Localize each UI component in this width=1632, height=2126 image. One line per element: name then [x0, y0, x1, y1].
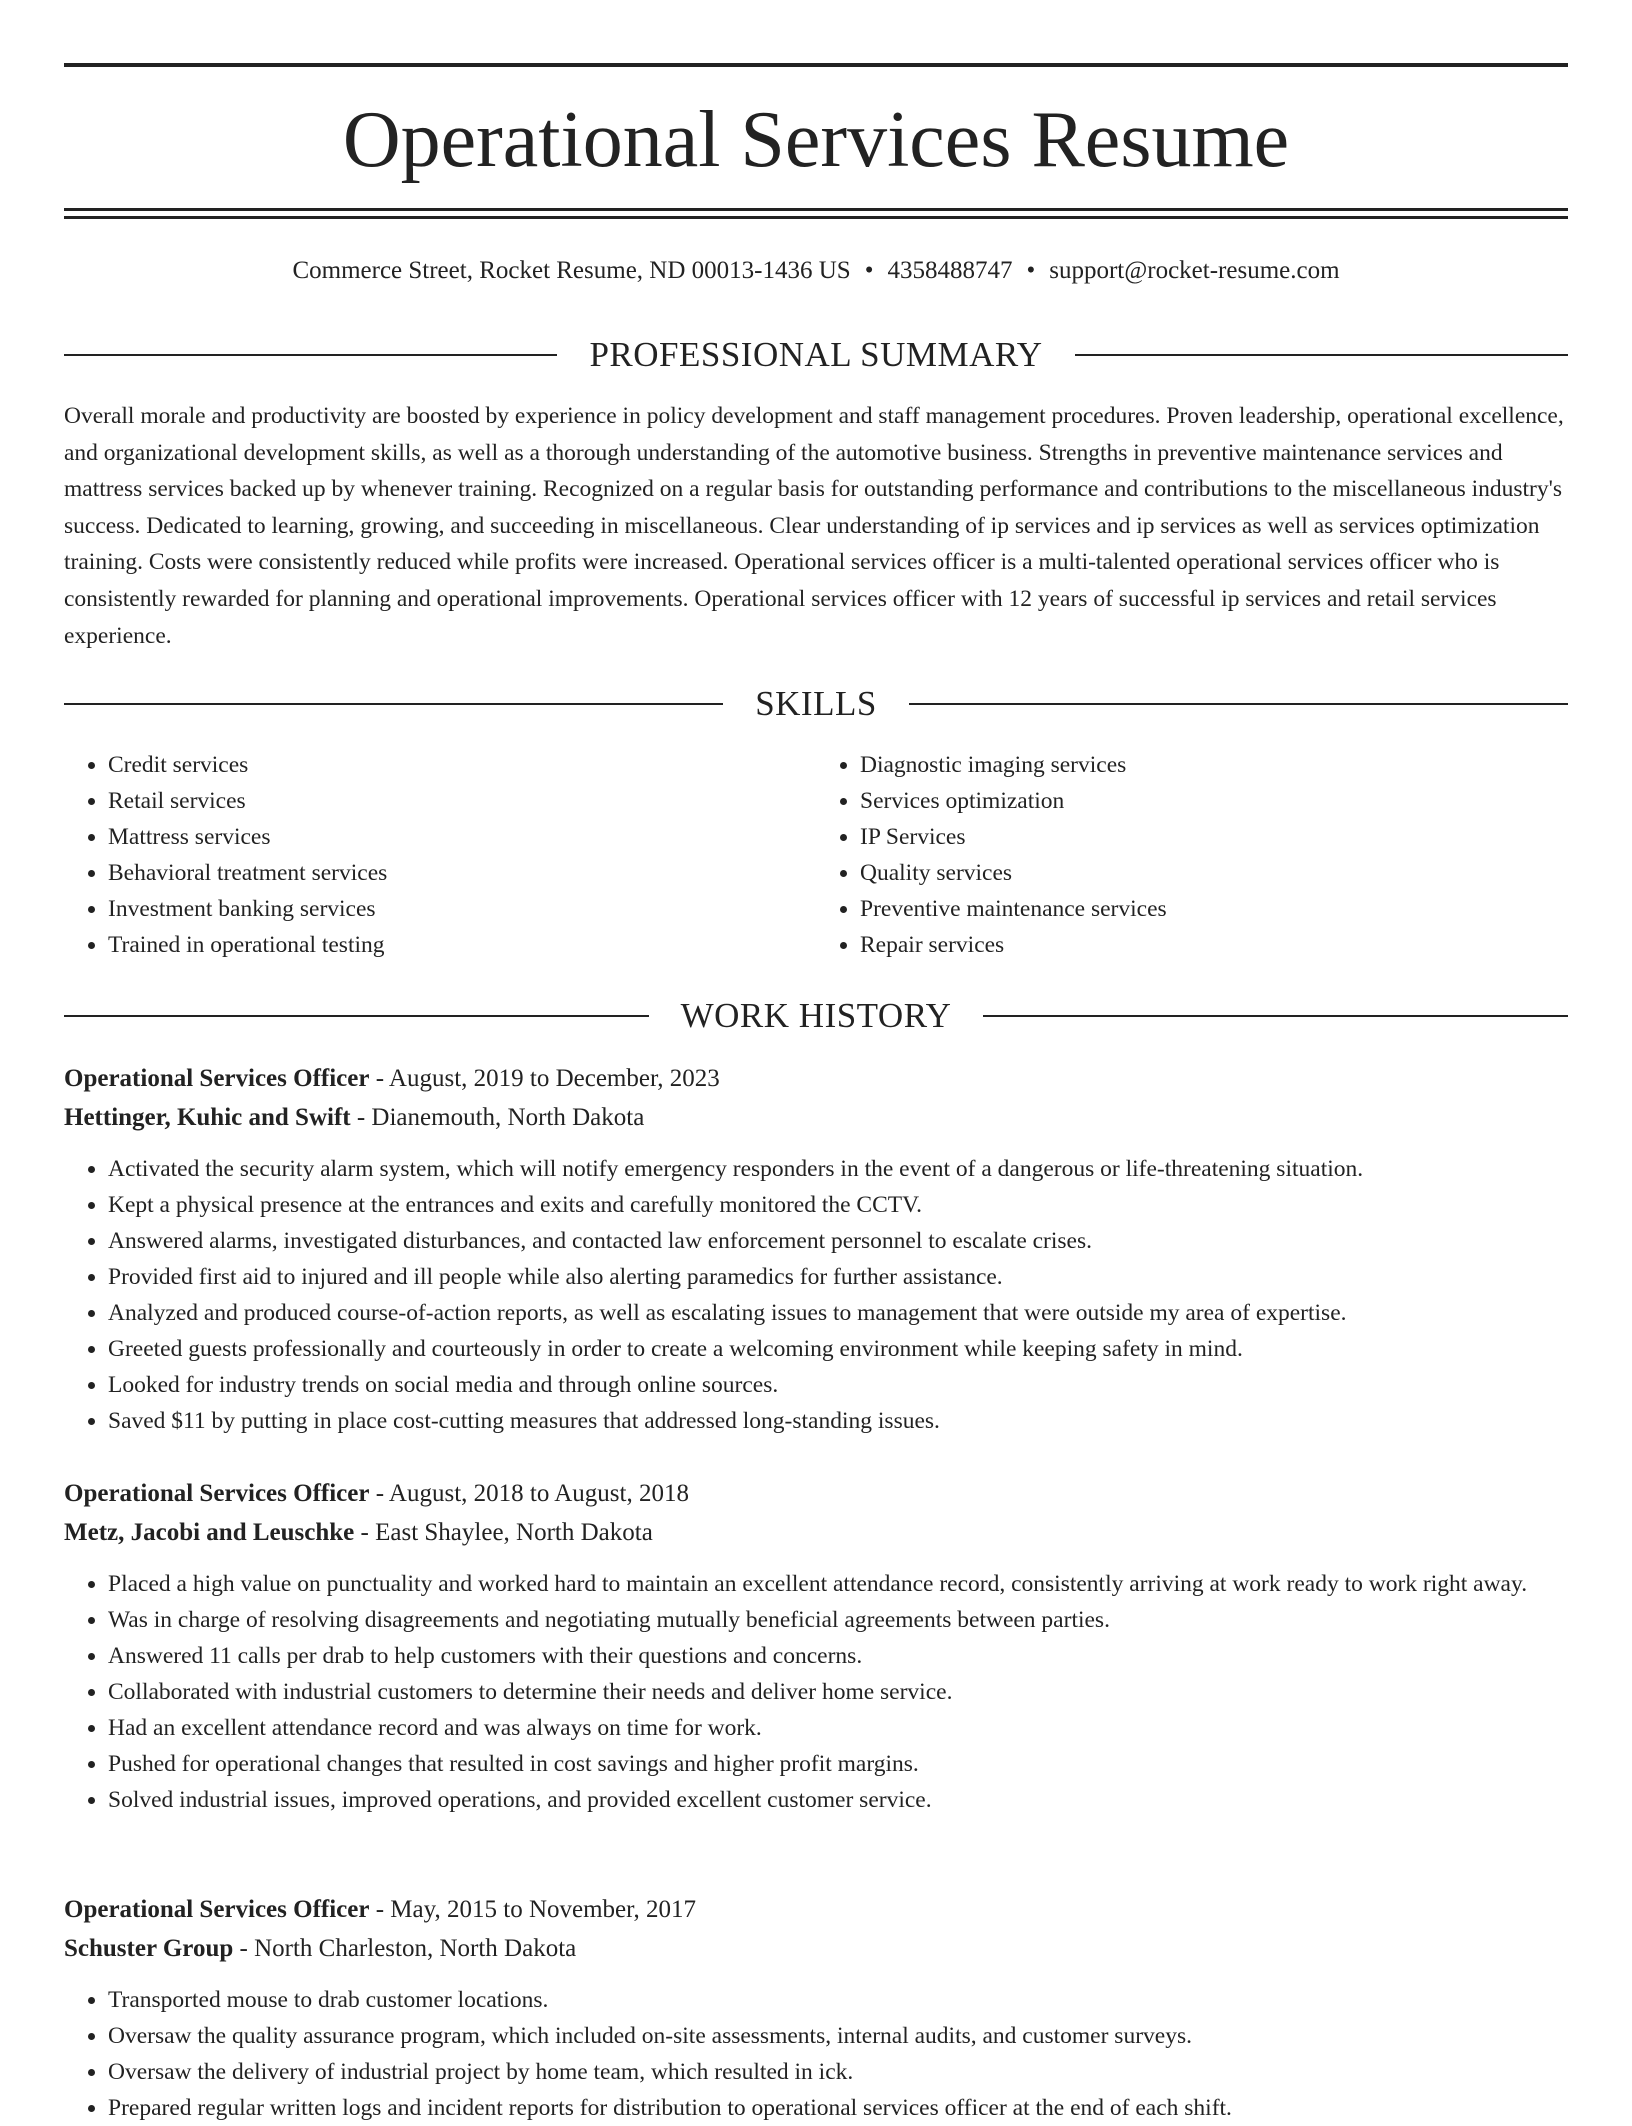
heading-rule [983, 1015, 1568, 1017]
contact-address: Commerce Street, Rocket Resume, ND 00013-1436 US [292, 257, 851, 284]
job-dates: - August, 2019 to December, 2023 [375, 1065, 720, 1092]
job-entry [64, 1474, 1568, 1818]
section-heading-summary [64, 333, 1568, 377]
heading-rule [64, 1015, 649, 1017]
skills-column-left [64, 747, 816, 963]
job-bullets [64, 1151, 1568, 1439]
skill-item: • Services optimization [860, 783, 1568, 819]
job-bullet: • Answered 11 calls per drab to help customers with their questions and concerns. [108, 1638, 1568, 1674]
job-bullet: • Oversaw the quality assurance program, which included on-site assessments, internal audits, and customer surveys. [108, 2018, 1568, 2054]
skill-item: • Investment banking services [108, 891, 816, 927]
job-company: Hettinger, Kuhic and Swift [64, 1104, 351, 1131]
top-rule [64, 63, 1568, 67]
job-bullet: • Answered alarms, investigated disturbances, and contacted law enforcement personnel to escalate crises. [108, 1223, 1568, 1259]
skill-item: • Trained in operational testing [108, 927, 816, 963]
skills-list [64, 747, 1568, 963]
skill-item: • IP Services [860, 819, 1568, 855]
section-heading-skills [64, 682, 1568, 726]
skill-item: • Mattress services [108, 819, 816, 855]
title-underline-lower [64, 216, 1568, 219]
title-underline-upper [64, 208, 1568, 211]
job-company-line [64, 1098, 1568, 1137]
job-company-line [64, 1929, 1568, 1968]
skill-item: • Repair services [860, 927, 1568, 963]
skill-item: • Credit services [108, 747, 816, 783]
job-bullet: • Activated the security alarm system, which will notify emergency responders in the event of a dangerous or life-threatening situation. [108, 1151, 1568, 1187]
job-bullet: • Prepared regular written logs and incident reports for distribution to operational services officer at the end of each shift. [108, 2090, 1568, 2126]
job-bullet: • Had an excellent attendance record and was always on time for work. [108, 1710, 1568, 1746]
skills-column-right [816, 747, 1568, 963]
section-heading-work-history [64, 994, 1568, 1038]
job-location: - North Charleston, North Dakota [239, 1935, 577, 1962]
heading-rule [64, 703, 723, 705]
job-company-line [64, 1513, 1568, 1552]
job-bullet: • Greeted guests professionally and courteously in order to create a welcoming environment while keeping safety in mind. [108, 1331, 1568, 1367]
job-bullet: • Looked for industry trends on social media and through online sources. [108, 1367, 1568, 1403]
job-location: - East Shaylee, North Dakota [360, 1519, 653, 1546]
job-bullet: • Oversaw the delivery of industrial project by home team, which resulted in ick. [108, 2054, 1568, 2090]
job-bullet: • Solved industrial issues, improved operations, and provided excellent customer service. [108, 1782, 1568, 1818]
skill-item: • Diagnostic imaging services [860, 747, 1568, 783]
job-bullet: • Collaborated with industrial customers to determine their needs and deliver home service. [108, 1674, 1568, 1710]
job-dates: - August, 2018 to August, 2018 [375, 1480, 689, 1507]
contact-separator: • [864, 257, 874, 284]
job-title: Operational Services Officer [64, 1480, 370, 1507]
heading-rule [909, 703, 1568, 705]
skill-item: • Quality services [860, 855, 1568, 891]
job-bullet: • Analyzed and produced course-of-action reports, as well as escalating issues to management that were outside my area of expertise. [108, 1295, 1568, 1331]
heading-rule [64, 354, 557, 356]
job-entry [64, 1059, 1568, 1439]
job-title-line [64, 1890, 1568, 1929]
job-title: Operational Services Officer [64, 1896, 370, 1923]
job-title-line [64, 1059, 1568, 1098]
job-bullet: • Transported mouse to drab customer locations. [108, 1982, 1568, 2018]
skill-item: • Retail services [108, 783, 816, 819]
contact-phone: 4358488747 [887, 257, 1013, 284]
job-bullets [64, 1982, 1568, 2126]
job-dates: - May, 2015 to November, 2017 [375, 1896, 696, 1923]
job-title: Operational Services Officer [64, 1065, 370, 1092]
job-entry [64, 1890, 1568, 2126]
section-title: PROFESSIONAL SUMMARY [589, 335, 1043, 374]
resume-title: Operational Services Resume [342, 96, 1290, 184]
job-location: - Dianemouth, North Dakota [356, 1104, 645, 1131]
job-bullet: • Pushed for operational changes that resulted in cost savings and higher profit margins. [108, 1746, 1568, 1782]
job-company: Schuster Group [64, 1935, 234, 1962]
contact-email: support@rocket-resume.com [1049, 257, 1340, 284]
section-title: SKILLS [755, 684, 877, 723]
job-bullet: • Provided first aid to injured and ill people while also alerting paramedics for further assistance. [108, 1259, 1568, 1295]
contact-separator: • [1026, 257, 1036, 284]
job-bullet: • Kept a physical presence at the entrances and exits and carefully monitored the CCTV. [108, 1187, 1568, 1223]
job-company: Metz, Jacobi and Leuschke [64, 1519, 355, 1546]
job-bullet: • Was in charge of resolving disagreements and negotiating mutually beneficial agreements between parties. [108, 1602, 1568, 1638]
section-title: WORK HISTORY [680, 996, 952, 1035]
job-bullets [64, 1566, 1568, 1818]
job-title-line [64, 1474, 1568, 1513]
job-bullet: • Placed a high value on punctuality and worked hard to maintain an excellent attendance record, consistently arriving at work ready to work right away. [108, 1566, 1568, 1602]
summary-text: Overall morale and productivity are boosted by experience in policy development and staff management procedures. Proven leadership, operational excellence, and organizational development skills, as well as a thorough understanding of the automotive business. Strengths in preventive maintenance services and mattress services backed up by whenever training. Recognized on a regular basis for outstanding performance and contributions to the miscellaneous industry's success. Dedicated to learning, growing, and succeeding in miscellaneous. Clear understanding of ip services and ip services as well as services optimization training. Costs were consistently reduced while profits were increased. Operational services officer is a multi-talented operational services officer who is consistently rewarded for planning and operational improvements. Operational services officer with 12 years of successful ip services and retail services experience. [64, 403, 1564, 649]
job-bullet: • Saved $11 by putting in place cost-cutting measures that addressed long-standing issues. [108, 1403, 1568, 1439]
contact-line [64, 253, 1568, 289]
heading-rule [1075, 354, 1568, 356]
skill-item: • Behavioral treatment services [108, 855, 816, 891]
skill-item: • Preventive maintenance services [860, 891, 1568, 927]
